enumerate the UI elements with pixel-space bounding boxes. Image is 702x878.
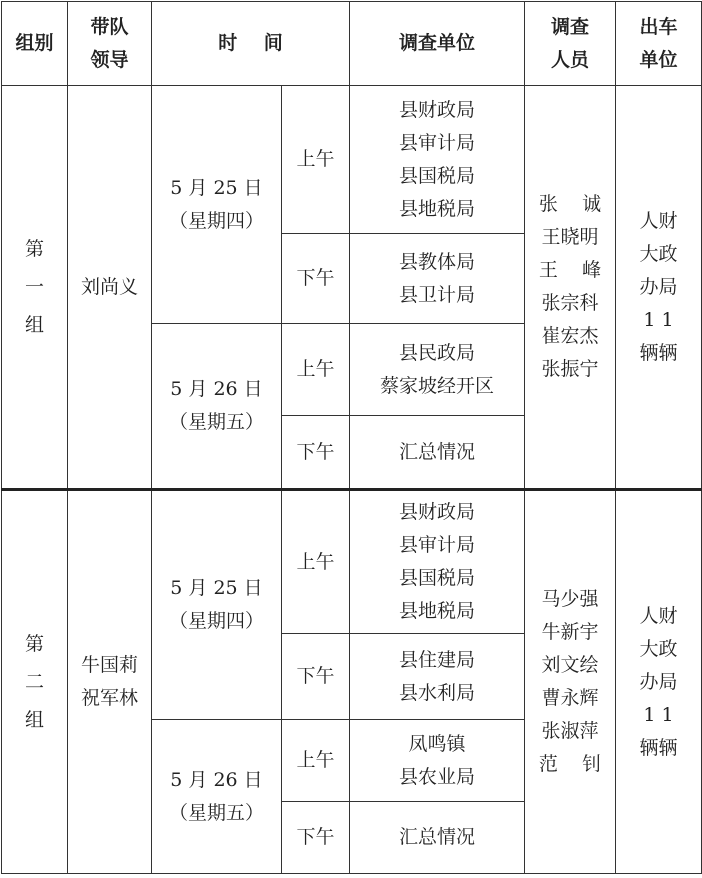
group-1-day-2-pm-label: 下午 <box>282 416 350 490</box>
group-2-day-2-pm-units: 汇总情况 <box>350 802 525 874</box>
group-1-day-1-pm-label: 下午 <box>282 234 350 324</box>
header-time: 时 间 <box>152 2 350 86</box>
group-1-day-1-date: 5 月 25 日 （星期四） <box>152 86 282 324</box>
group-2-day-1-am-label: 上午 <box>282 490 350 634</box>
group-1-name: 第 一 组 <box>2 86 68 490</box>
group-2-leader: 牛国莉 祝军林 <box>68 490 152 874</box>
group-2-day-1-date: 5 月 25 日 （星期四） <box>152 490 282 720</box>
group-2-day-2-pm-label: 下午 <box>282 802 350 874</box>
header-leader: 带队 领导 <box>68 2 152 86</box>
group-2-day-2-am-label: 上午 <box>282 720 350 802</box>
group-2-day-2-am-units: 凤鸣镇 县农业局 <box>350 720 525 802</box>
group-1-day-1-am-units: 县财政局 县审计局 县国税局 县地税局 <box>350 86 525 234</box>
header-staff: 调查 人员 <box>525 2 616 86</box>
group-1-day-2-am-label: 上午 <box>282 324 350 416</box>
group-1-car: 人财 大政 办局 1 1 辆辆 <box>616 86 702 490</box>
group-1-day-1-pm-units: 县教体局 县卫计局 <box>350 234 525 324</box>
group-2-staff: 马少强 牛新宇 刘文绘 曹永辉 张淑萍 范 钊 <box>525 490 616 874</box>
group-2-car: 人财 大政 办局 1 1 辆辆 <box>616 490 702 874</box>
group-2-name: 第 二 组 <box>2 490 68 874</box>
header-group: 组别 <box>2 2 68 86</box>
group-1-day-2-pm-units: 汇总情况 <box>350 416 525 490</box>
group-1-day-2-date: 5 月 26 日 （星期五） <box>152 324 282 490</box>
group-2-day-1-pm-units: 县住建局 县水利局 <box>350 634 525 720</box>
group-1-day-1-am-label: 上午 <box>282 86 350 234</box>
header-car: 出车 单位 <box>616 2 702 86</box>
group-2-day-1-pm-label: 下午 <box>282 634 350 720</box>
group-2-day-1-am-units: 县财政局 县审计局 县国税局 县地税局 <box>350 490 525 634</box>
group-2-day-2-date: 5 月 26 日 （星期五） <box>152 720 282 874</box>
group-1-leader: 刘尚义 <box>68 86 152 490</box>
group-1-staff: 张 诚 王晓明 王 峰 张宗科 崔宏杰 张振宁 <box>525 86 616 490</box>
group-1-day-2-am-units: 县民政局 蔡家坡经开区 <box>350 324 525 416</box>
schedule-table <box>1 1 702 874</box>
header-unit: 调查单位 <box>350 2 525 86</box>
